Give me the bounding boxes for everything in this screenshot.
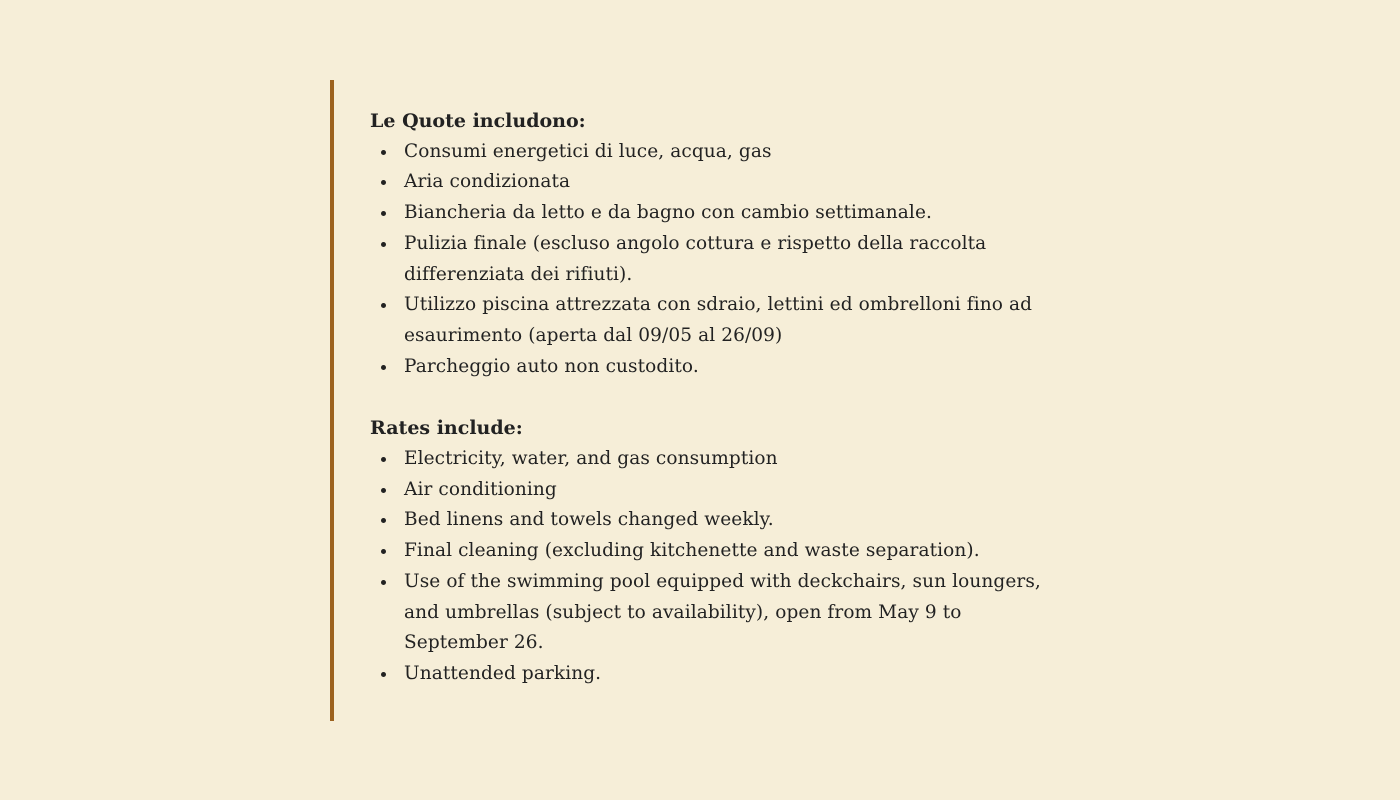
section-title-english: Rates include:: [370, 417, 523, 440]
bullet-icon: [381, 211, 386, 216]
bullet-icon: [381, 488, 386, 493]
list-item: [370, 229, 994, 290]
bullet-icon: [381, 150, 386, 155]
section-spacer: [370, 382, 1070, 413]
bullet-icon: [381, 672, 386, 677]
bullet-icon: [381, 242, 386, 247]
list-item: [370, 505, 984, 536]
list-item-text: Final cleaning (excluding kitchenette and waste separation).: [404, 540, 980, 562]
list-item-text: Aria condizionata: [404, 171, 571, 193]
bullet-icon: [381, 518, 386, 523]
list-item: [370, 352, 984, 383]
list-item-text: Unattended parking.: [404, 662, 602, 684]
list-item: [370, 444, 984, 475]
bullet-icon: [381, 457, 386, 462]
accent-bar: [330, 80, 334, 721]
list-item: [370, 167, 984, 198]
rates-content: [370, 106, 1070, 690]
list-item-text: Electricity, water, and gas consumption: [404, 448, 778, 470]
bullet-icon: [381, 365, 386, 370]
italian-inclusions-list: [370, 137, 1070, 383]
list-item: [370, 137, 984, 168]
section-italian: [370, 106, 1070, 382]
bullet-icon: [381, 303, 386, 308]
list-item-text: Air conditioning: [404, 478, 557, 500]
bullet-icon: [381, 549, 386, 554]
bullet-icon: [381, 180, 386, 185]
list-item-text: Bed linens and towels changed weekly.: [404, 509, 774, 531]
list-item: [370, 567, 1066, 659]
section-title-italian: Le Quote includono:: [370, 110, 586, 132]
list-item: [370, 198, 1044, 229]
list-item-text: Parcheggio auto non custodito.: [404, 355, 699, 377]
list-item: [370, 659, 984, 690]
bullet-icon: [381, 580, 386, 585]
list-item: [370, 290, 1064, 351]
list-item: [370, 536, 1094, 567]
list-item-text: Pulizia finale (escluso angolo cottura e rispetto della raccolta differenziata dei rifiuti).: [404, 232, 987, 285]
list-item-text: Use of the swimming pool equipped with deckchairs, sun loungers, and umbrellas (subject to availability), open from May 9 to September 26.: [404, 570, 1041, 654]
section-english: [370, 413, 1070, 689]
list-item: [370, 475, 984, 506]
list-item-text: Biancheria da letto e da bagno con cambio settimanale.: [404, 202, 932, 224]
english-inclusions-list: [370, 444, 1070, 690]
list-item-text: Consumi energetici di luce, acqua, gas: [404, 140, 772, 162]
list-item-text: Utilizzo piscina attrezzata con sdraio, lettini ed ombrelloni fino ad esaurimento (aperta dal 09/05 al 26/09): [404, 294, 1033, 346]
